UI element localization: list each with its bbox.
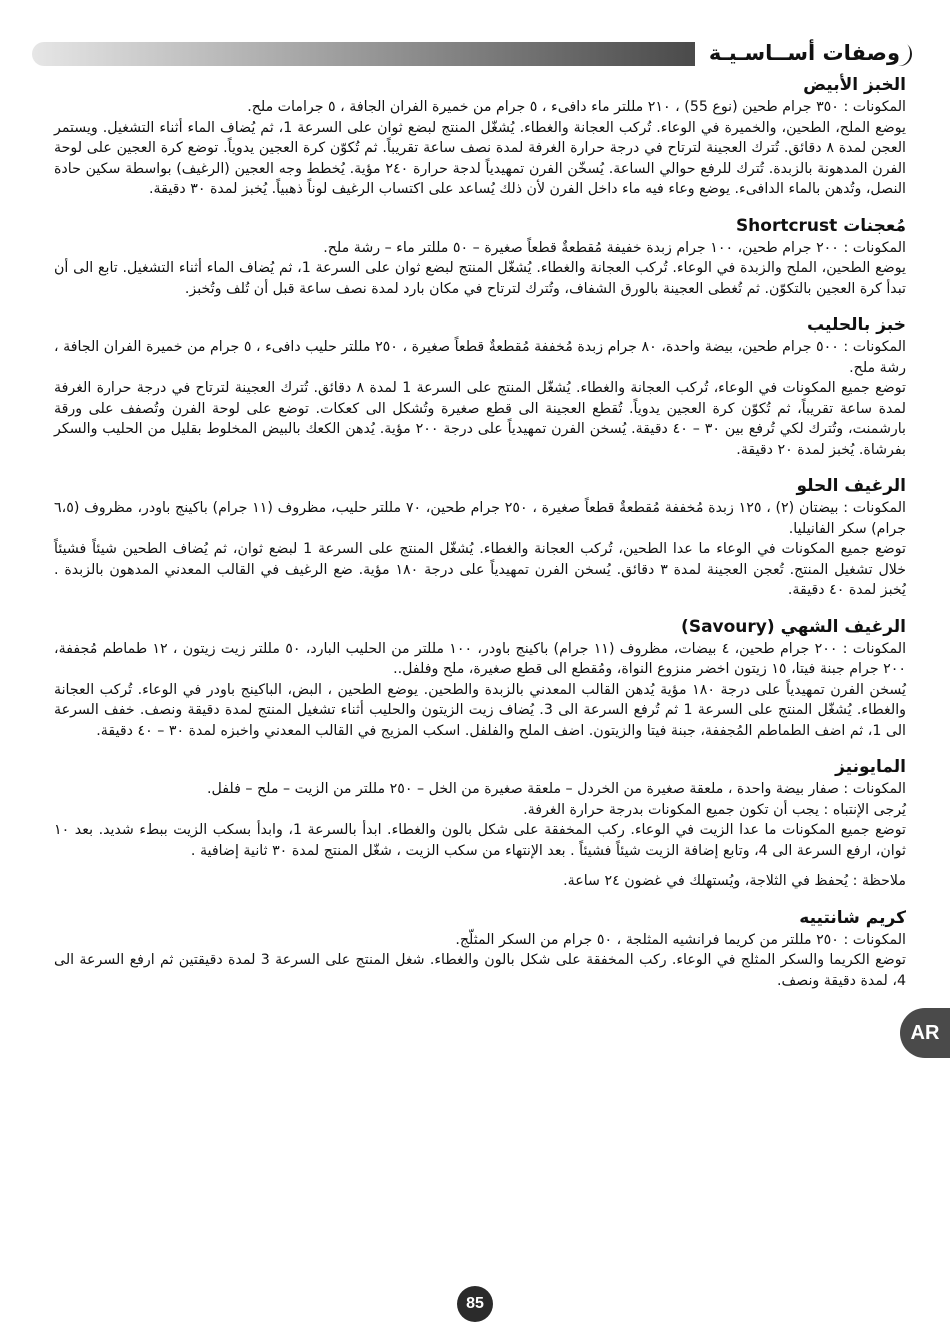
recipe-caution: يُرجى الإنتباه : يجب أن تكون جميع المكونات بدرجة حرارة الغرفة. — [523, 801, 906, 818]
recipe-ingredients: المكونات : ٢٥٠ مللتر من كريما فرانشيه المثلجة ، ٥٠ جرام من السكر المثلّج. — [455, 931, 906, 948]
recipe-shortcrust — [54, 215, 906, 300]
recipe-ingredients: المكونات : ٢٠٠ جرام طحين، ١٠٠ جرام زبدة خفيفة مُقطعةٌ قطعاً صغيرة – ٥٠ مللتر ماء – رشة ملح. — [323, 239, 906, 256]
recipe-chantilly-cream — [54, 907, 906, 992]
recipe-milk-bread — [54, 314, 906, 460]
recipe-mayonnaise — [54, 756, 906, 892]
recipe-sweet-loaf — [54, 475, 906, 601]
recipe-method: يُسخن الفرن تمهيدياً على درجة ١٨٠ مؤية يُدهن القالب المعدني بالزبدة والطحين. يوضع الطحين ، البض، الباكينج باودر في الوعاء. تُركب العجانة والغطاء. يُشغّل المنتج على السرعة 1 ثم تُرفع السرعة الى 3. يُضاف زيت الزيتون والحليب أثناء تشغيل المنتج لمدة دقيقة ونصف. خفف السرعة الى 1، ثم اضف الطماطم المُجففة، جبنة فيتا والزيتون. اضف الملح والفلفل. اسكب المزيج في القالب المعدني واخبزه لمدة ٣٠ – ٤٠ دقيقة. — [54, 681, 907, 739]
recipe-method: توضع جميع المكونات في الوعاء، تُركب العجانة والغطاء. يُشغّل المنتج على السرعة 1 لمدة ٨ دقائق. تُترك العجينة لترتاح في درجة حرارة الغرفة لمدة ساعة تقريباً، ثم تُكوّن كرة العجين يدوياً. تُقطع العجينة الى قطع صغيرة وتُشكل الى كعكات. توضع على لوحة الفرن وتُصفف على ورقة بارشمنت، وتُترك لكي تُرفع بين ٣٠ – ٤٠ دقيقة. يُسخن الفرن تمهيدياً على درجة ٢٠٠ مؤية. يُدهن الكعك بالبيض المخلوط بقليل من الحليب والسكر بفرشاة. يُخبز لمدة ٢٠ دقيقة. — [54, 380, 907, 458]
recipe-method: يوضع الملح، الطحين، والخميرة في الوعاء. تُركب العجانة والغطاء. يُشغّل المنتج لبضع ثوان على السرعة 1، ثم يُضاف الماء أثناء التشغيل. ويستمر العجن لمدة ٨ دقائق. تُترك العجينة لترتاح في درجة حرارة الغرفة لمدة نصف ساعة تقريباً. ثم تُكوّن كرة العجين يدوياً. توضع كرة العجين على لوحة الفرن المدهونة بالزبدة. تُترك للرفع حوالي الساعة. يُسخّن الفرن تمهيدياً لدجة حرارة ٢٤٠ مؤية. يُخطط وجه العجين (الرغيف) بواسطة سكين حادة النصل، وتُدهن بالماء الدافىء. يوضع وعاء فيه ماء داخل الفرن لأن ذلك يُساعد على اكتساب الرغيف لوناً ذهبياً. يُخبز لمدة ٣٠ دقيقة. — [54, 119, 906, 197]
recipe-note: ملاحظة : يُحفظ في الثلاجة، ويُستهلك في غضون ٢٤ ساعة. — [563, 873, 906, 889]
page-number: 85 — [457, 1286, 493, 1322]
recipe-title: الرغيف الشهي (Savoury) — [681, 616, 906, 637]
recipe-savoury-loaf — [54, 616, 906, 742]
recipe-white-bread — [54, 74, 906, 200]
page-title: وصفات أســاسـيـة — [695, 40, 910, 66]
recipes-content — [54, 74, 906, 1006]
language-tab: AR — [900, 1008, 950, 1058]
recipe-ingredients: المكونات : بيضتان (٢) ، ١٢٥ زبدة مُخففة مُقطعةٌ قطعاً صغيرة ، ٢٥٠ جرام طحين، ٧٠ مللتر حليب، مظروف (١١ جرام) باكينج باودر، مظروف (٦،٥ جرام) سكر الفانيليا. — [54, 500, 906, 537]
recipe-method: يوضع الطحين، الملح والزبدة في الوعاء. تُركب العجانة والغطاء. يُشغّل المنتج لبضع ثوان على السرعة 1، ثم يُضاف الماء أثناء التشغيل. تابع الى أن تبدأ كرة العجين بالتكوّن. ثم تُغطى العجينة بالورق الشفاف، وتُترك لترتاح في مكان بارد لمدة نصف ساعة قبل أن تُلف وتُخبز. — [54, 260, 906, 297]
recipe-method: توضع جميع المكونات في الوعاء ما عدا الطحين، تُركب العجانة والغطاء. يُشغّل المنتج على السرعة 1 لبضع ثوان، ثم يُضاف الطحين شيئاً فشيئاً خلال تشغيل المنتج. تُعجن العجينة لمدة ٣ دقائق. يُسخن الفرن تمهيدياً على درجة ١٨٠ مؤية. ضع الرغيف في القالب المعدني المدهون بالزبدة . يُخبز لمدة ٤٠ دقيقة. — [54, 541, 906, 598]
recipe-ingredients: المكونات : ٥٠٠ جرام طحين، بيضة واحدة، ٨٠ جرام زبدة مُخففة مُقطعةٌ قطعاً صغيرة ، ٢٥٠ مللتر حليب دافىء ، ٥ جرام من خميرة الفران الجافة ، رشة ملح. — [54, 339, 906, 376]
recipe-title: مُعجنات Shortcrust — [735, 215, 906, 236]
recipe-method: توضع الكريما والسكر المثلج في الوعاء. ركب المخفقة على شكل بالون والغطاء. شغل المنتج على السرعة 3 لمدة دقيقتين ثم ارفع السرعة الى 4، لمدة دقيقة ونصف. — [54, 952, 907, 989]
recipe-ingredients: المكونات : صفار بيضة واحدة ، ملعقة صغيرة من الخردل – ملعقة صغيرة من الخل – ٢٥٠ مللتر من الزيت – ملح – فلفل. — [207, 781, 906, 797]
recipe-title: الرغيف الحلو — [796, 476, 906, 496]
recipe-title: المايونيز — [835, 757, 906, 777]
recipe-title: كريم شانتييه — [799, 907, 906, 928]
recipe-method: توضع جميع المكونات ما عدا الزيت في الوعاء. ركب المخفقة على شكل بالون والغطاء. ابدأ بالسرعة 1، وابدأ بسكب الزيت ببطء شديد. بعد ١٠ ثوان، ارفع السرعة الى 4، وتابع إضافة الزيت شيئاً فشيئاً . بعد الإنتهاء من سكب الزيت ، شغّل المنتج لمدة ٣٠ ثانية إضافية . — [54, 822, 906, 859]
recipe-title: خبز بالحليب — [807, 315, 906, 335]
recipe-ingredients: المكونات : ٣٥٠ جرام طحين (نوع 55) ، ٢١٠ مللتر ماء دافىء ، ٥ جرام من خميرة الفران الجافة ، ٥ جرامات ملح. — [247, 99, 906, 115]
recipe-ingredients: المكونات : ٢٠٠ جرام طحين، ٤ بيضات، مظروف (١١ جرام) باكينج باودر، ١٠٠ مللتر من الحليب البارد، ٥٠ مللتر زيت زيتون ، ١٢ طماطم مُجففة، ٢٠٠ جرام جبنة فيتا، ١٥ زيتون اخضر منزوع النواة، ومُقطع الى قطع صغيرة، ملح وفلفل.. — [54, 640, 907, 677]
spacer — [54, 861, 906, 871]
recipe-title: الخبز الأبيض — [803, 75, 906, 95]
